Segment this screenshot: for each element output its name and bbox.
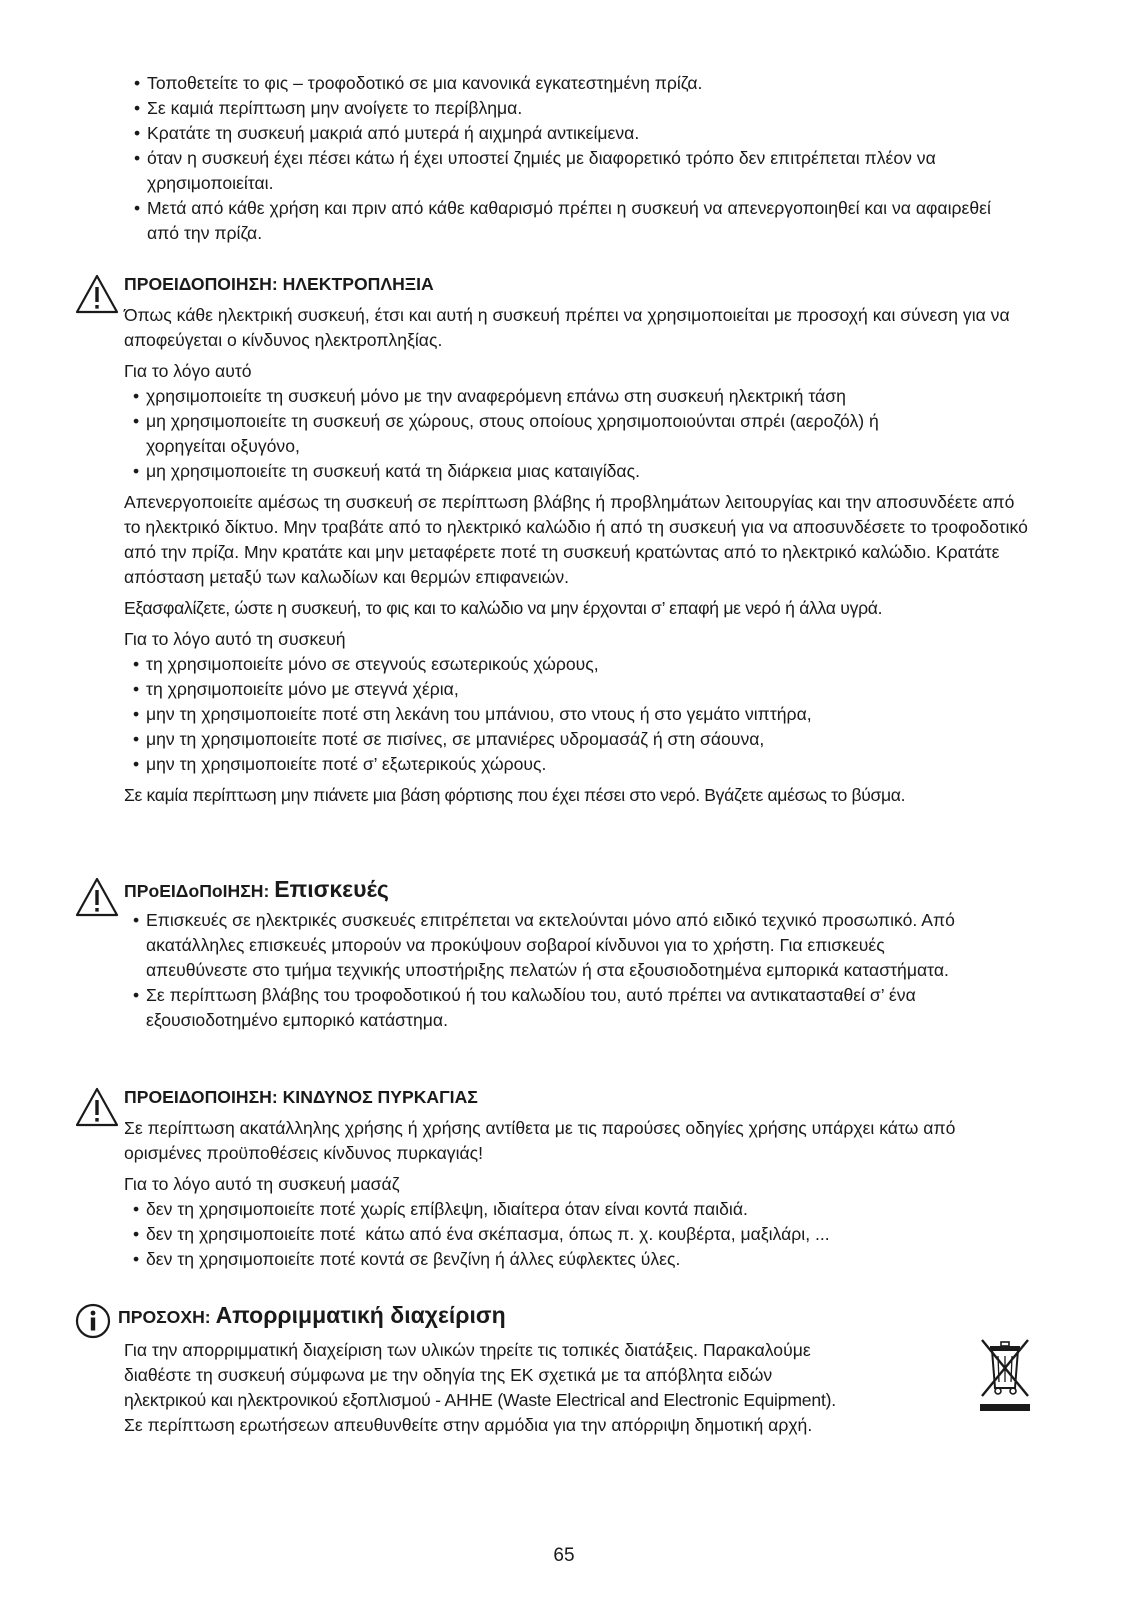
warning-triangle-icon — [74, 1086, 120, 1128]
lead-text: Για το λόγο αυτό τη συσκευή — [124, 629, 346, 649]
list-item: • μην τη χρησιμοποιείτε ποτέ σ’ εξωτερικούς χώρους. — [130, 752, 1054, 777]
electric-shock-section — [124, 272, 1054, 808]
bullet-list — [130, 1197, 1054, 1272]
list-item: • τη χρησιμοποιείτε μόνο με στεγνά χέρια, — [130, 677, 1054, 702]
text-line: Σε περίπτωση ερωτήσεων απευθυνθείτε στην αρμόδια για την απόρριψη δημοτική αρχή. — [124, 1415, 813, 1435]
warning-triangle-icon — [74, 876, 120, 918]
list-item: • Σε καμιά περίπτωση μην ανοίγετε το περίβλημα. — [131, 96, 1031, 121]
heading-prefix: ΠΡΟΣΟΧΗ: — [118, 1307, 216, 1327]
text-line: διαθέστε τη συσκευή σύμφωνα με την οδηγία της ΕΚ σχετικά με τα απόβλητα ειδών — [124, 1365, 773, 1385]
paragraph: Απενεργοποιείτε αμέσως τη συσκευή σε περίπτωση βλάβης ή προβλημάτων λειτουργίας και την αποσυνδέετε από το ηλεκτρικό δίκτυο. Μην τραβάτε από το ηλεκτρικό καλώδιο ή από τη συσκευή για να αποσυνδέσετε το τροφοδοτικό από την πρίζα. Μην κρατάτε και μην μεταφέρετε ποτέ τη συσκευή κρατώντας από το ηλεκτρικό καλώδιο. Κρατάτε απόσταση μεταξύ των καλωδίων και θερμών επιφανειών. — [124, 492, 1028, 587]
lead-text: Για το λόγο αυτό τη συσκευή μασάζ — [124, 1174, 400, 1194]
list-item: • δεν τη χρησιμοποιείτε ποτέ χωρίς επίβλεψη, ιδιαίτερα όταν είναι κοντά παιδιά. — [130, 1197, 1054, 1222]
list-item: • τη χρησιμοποιείτε μόνο σε στεγνούς εσωτερικούς χώρους, — [130, 652, 1054, 677]
list-item: • όταν η συσκευή έχει πέσει κάτω ή έχει υποστεί ζημιές με διαφορετικό τρόπο δεν επιτρέπεται πλέον να χρησιμοποιείται. — [131, 146, 1031, 196]
list-item: • μη χρησιμοποιείτε τη συσκευή κατά τη διάρκεια μιας καταιγίδας. — [130, 459, 1054, 484]
bullet-list — [130, 908, 1054, 1033]
intro-bullet-list — [131, 71, 1031, 246]
fire-section — [124, 1085, 1054, 1272]
heading-title: Απορριμματική διαχείριση — [215, 1302, 506, 1328]
list-item: • μη χρησιμοποιείτε τη συσκευή σε χώρους, στους οποίους χρησιμοποιούνται σπρέι (αεροζόλ) ή χορηγείται οξυγόνο, — [130, 409, 1054, 459]
section-heading: ΠΡΟΕΙΔΟΠΟΙΗΣΗ: ΚΙΝΔΥΝΟΣ ΠΥΡΚΑΓΙΑΣ — [124, 1087, 478, 1107]
warning-triangle-icon — [74, 273, 120, 315]
info-icon — [75, 1303, 111, 1339]
section-intro: Όπως κάθε ηλεκτρική συσκευή, έτσι και αυτή η συσκευή πρέπει να χρησιμοποιείται με προσοχή και σύνεση για να αποφεύγεται ο κίνδυνος ηλεκτροπληξίας. — [124, 305, 1010, 350]
disposal-section — [118, 1303, 978, 1438]
lead-text: Για το λόγο αυτό — [124, 361, 252, 381]
bullet-list — [130, 384, 1054, 484]
list-item: • δεν τη χρησιμοποιείτε ποτέ κάτω από ένα σκέπασμα, όπως π. χ. κουβέρτα, μαξιλάρι, ... — [130, 1222, 1054, 1247]
crossed-bin-icon — [976, 1336, 1034, 1416]
list-item: • Σε περίπτωση βλάβης του τροφοδοτικού ή του καλωδίου του, αυτό πρέπει να αντικατασταθεί σ’ ένα εξουσιοδοτημένο εμπορικό κατάστημα. — [130, 983, 1054, 1033]
text-line: ηλεκτρικού και ηλεκτρονικού εξοπλισμού - ΑΗΗΕ (Waste Electrical and Electronic Equipment). — [124, 1390, 836, 1410]
page-number: 65 — [553, 1545, 575, 1566]
bullet-list — [130, 652, 1054, 777]
section-intro: Σε περίπτωση ακατάλληλης χρήσης ή χρήσης αντίθετα με τις παρούσες οδηγίες χρήσης υπάρχει κάτω από ορισμένες προϋποθέσεις κίνδυνος πυρκαγιάς! — [124, 1118, 956, 1163]
intro-section — [131, 71, 1031, 246]
repairs-section — [124, 877, 1054, 1033]
list-item: • Μετά από κάθε χρήση και πριν από κάθε καθαρισμό πρέπει η συσκευή να απενεργοποιηθεί και να αφαιρεθεί από την πρίζα. — [131, 196, 1031, 246]
list-item: • μην τη χρησιμοποιείτε ποτέ στη λεκάνη του μπάνιου, στο ντους ή στο γεμάτο νιπτήρα, — [130, 702, 1054, 727]
list-item: • Τοποθετείτε το φις – τροφοδοτικό σε μια κανονικά εγκατεστημένη πρίζα. — [131, 71, 1031, 96]
section-heading — [124, 877, 1054, 904]
text-line: Για την απορριμματική διαχείριση των υλικών τηρείτε τις τοπικές διατάξεις. Παρακαλούμε — [124, 1340, 811, 1360]
paragraph: Σε καμία περίπτωση μην πιάνετε μια βάση φόρτισης που έχει πέσει στο νερό. Βγάζετε αμέσως το βύσμα. — [124, 785, 906, 805]
heading-title: Επισκευές — [274, 876, 389, 902]
section-heading: ΠΡΟΕΙΔΟΠΟΙΗΣΗ: ΗΛΕΚΤΡΟΠΛΗΞΙΑ — [124, 274, 434, 294]
list-item: • χρησιμοποιείτε τη συσκευή μόνο με την αναφερόμενη επάνω στη συσκευή ηλεκτρική τάση — [130, 384, 1054, 409]
list-item: • Επισκευές σε ηλεκτρικές συσκευές επιτρέπεται να εκτελούνται μόνο από ειδικό τεχνικό προσωπικό. Από ακατάλληλες επισκευές μπορούν να προκύψουν σοβαροί κίνδυνοι για το χρήστη. Για επισκευές απευθύνεστε στο τμήμα τεχνικής υποστήριξης πελατών ή στα εξουσιοδοτημένα εμπορικά καταστήματα. — [130, 908, 1054, 983]
disposal-text — [124, 1338, 978, 1438]
heading-prefix: ΠΡοΕΙΔοΠοΙΗΣΗ: — [124, 881, 275, 901]
paragraph: Εξασφαλίζετε, ώστε η συσκευή, το φις και το καλώδιο να μην έρχονται σ’ επαφή με νερό ή άλλα υγρά. — [124, 598, 883, 618]
list-item: • Κρατάτε τη συσκευή μακριά από μυτερά ή αιχμηρά αντικείμενα. — [131, 121, 1031, 146]
list-item: • μην τη χρησιμοποιείτε ποτέ σε πισίνες, σε μπανιέρες υδρομασάζ ή στη σάουνα, — [130, 727, 1054, 752]
list-item: • δεν τη χρησιμοποιείτε ποτέ κοντά σε βενζίνη ή άλλες εύφλεκτες ύλες. — [130, 1247, 1054, 1272]
section-heading — [118, 1303, 978, 1330]
